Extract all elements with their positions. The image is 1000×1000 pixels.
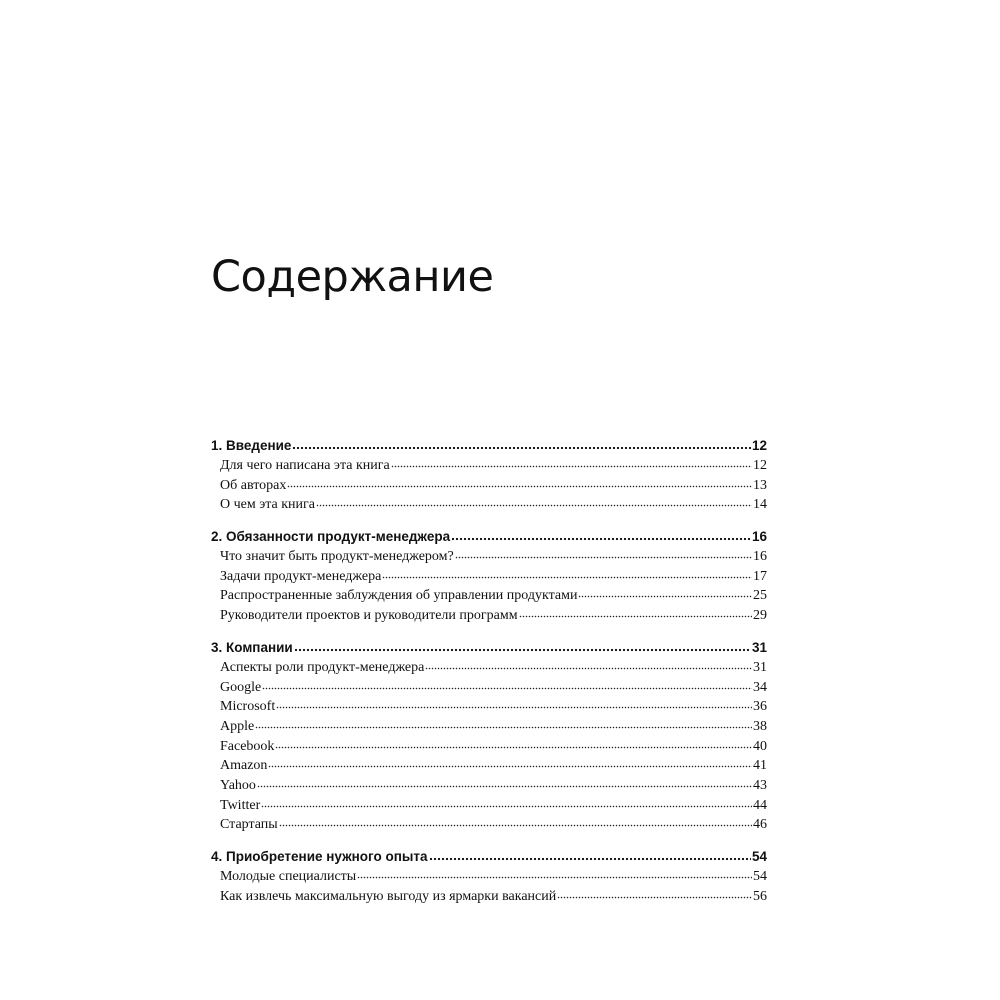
section-page-number: 56 [753,888,767,904]
section-entry[interactable] [211,737,767,757]
section-entry[interactable] [211,697,767,717]
dot-leader [382,576,752,580]
section-title: Молодые специалисты [220,869,357,884]
section-title: Аспекты роли продукт-менеджера [220,659,425,675]
chapter-title: 2. Обязанности продукт-менеджера [211,529,451,545]
chapter-entry[interactable] [211,637,767,658]
section-entry[interactable] [211,678,767,698]
section-page-number: 16 [753,549,767,565]
section-page-number: 31 [753,659,767,675]
section-entry[interactable] [211,815,767,835]
dot-leader [451,537,751,541]
section-title: Стартапы [220,817,278,833]
toc-chapter-2 [211,526,767,626]
chapter-entry[interactable] [211,846,767,867]
section-page-number: 13 [753,477,767,493]
dot-leader [287,485,752,489]
section-page-number: 40 [753,738,767,754]
dot-leader [316,504,752,508]
section-entry[interactable] [211,586,767,606]
dot-leader [292,446,751,450]
dot-leader [275,746,752,750]
section-title: Распространенные заблуждения об управлении продуктами [220,588,578,604]
section-title: Задачи продукт-менеджера [220,568,382,584]
section-title: Об авторах [220,477,287,493]
section-entry[interactable] [211,717,767,737]
section-page-number: 25 [753,588,767,604]
dot-leader [425,667,752,671]
toc-chapter-4 [211,846,767,906]
section-entry[interactable] [211,606,767,626]
dot-leader [557,896,752,900]
toc-chapter-3 [211,637,767,835]
toc-chapter-1 [211,435,767,515]
chapter-title: 3. Компании [211,639,293,655]
section-title: Для чего написана эта книга [220,458,390,473]
dot-leader [257,785,752,789]
section-entry[interactable] [211,796,767,816]
chapter-title: 1. Введение [211,438,292,453]
chapter-page-number: 31 [751,639,767,655]
section-title: Yahoo [220,777,256,793]
section-entry[interactable] [211,776,767,796]
table-of-contents [211,435,767,917]
section-title: Apple [220,718,255,734]
chapter-title: 4. Приобретение нужного опыта [211,849,428,864]
section-entry[interactable] [211,476,767,496]
dot-leader [391,465,752,469]
dot-leader [429,857,751,861]
dot-leader [268,765,752,769]
section-page-number: 43 [753,777,767,793]
chapter-entry[interactable] [211,526,767,547]
section-entry[interactable] [211,495,767,515]
chapter-page-number: 16 [751,529,767,545]
section-entry[interactable] [211,456,767,476]
section-page-number: 34 [753,679,767,695]
section-entry[interactable] [211,547,767,567]
section-entry[interactable] [211,867,767,887]
section-title: Microsoft [220,699,276,715]
section-page-number: 36 [753,699,767,715]
page-title: Содержание [211,252,494,302]
dot-leader [455,556,752,560]
section-page-number: 41 [753,758,767,774]
dot-leader [255,726,752,730]
section-title: О чем эта книга [220,497,315,513]
section-page-number: 44 [753,797,767,813]
dot-leader [279,824,752,828]
section-page-number: 46 [753,817,767,833]
section-entry[interactable] [211,658,767,678]
section-entry[interactable] [211,756,767,776]
section-title: Что значит быть продукт-менеджером? [220,549,454,565]
section-title: Twitter [220,797,261,813]
section-page-number: 38 [753,718,767,734]
section-title: Как извлечь максимальную выгоду из ярмарки вакансий [220,888,557,904]
section-page-number: 17 [753,568,767,584]
section-page-number: 12 [753,458,767,473]
dot-leader [276,706,752,710]
section-title: Руководители проектов и руководители программ [220,608,518,624]
chapter-page-number: 54 [751,849,767,864]
section-page-number: 29 [753,608,767,624]
dot-leader [519,615,752,619]
section-page-number: 54 [753,869,767,884]
section-title: Amazon [220,758,268,774]
section-page-number: 14 [753,497,767,513]
section-title: Facebook [220,738,275,754]
dot-leader [578,595,752,599]
dot-leader [262,687,752,691]
dot-leader [261,805,752,809]
chapter-entry[interactable] [211,435,767,456]
section-entry[interactable] [211,567,767,587]
section-entry[interactable] [211,887,767,907]
section-title: Google [220,679,262,695]
chapter-page-number: 12 [751,438,767,453]
dot-leader [294,648,751,652]
dot-leader [357,876,752,880]
